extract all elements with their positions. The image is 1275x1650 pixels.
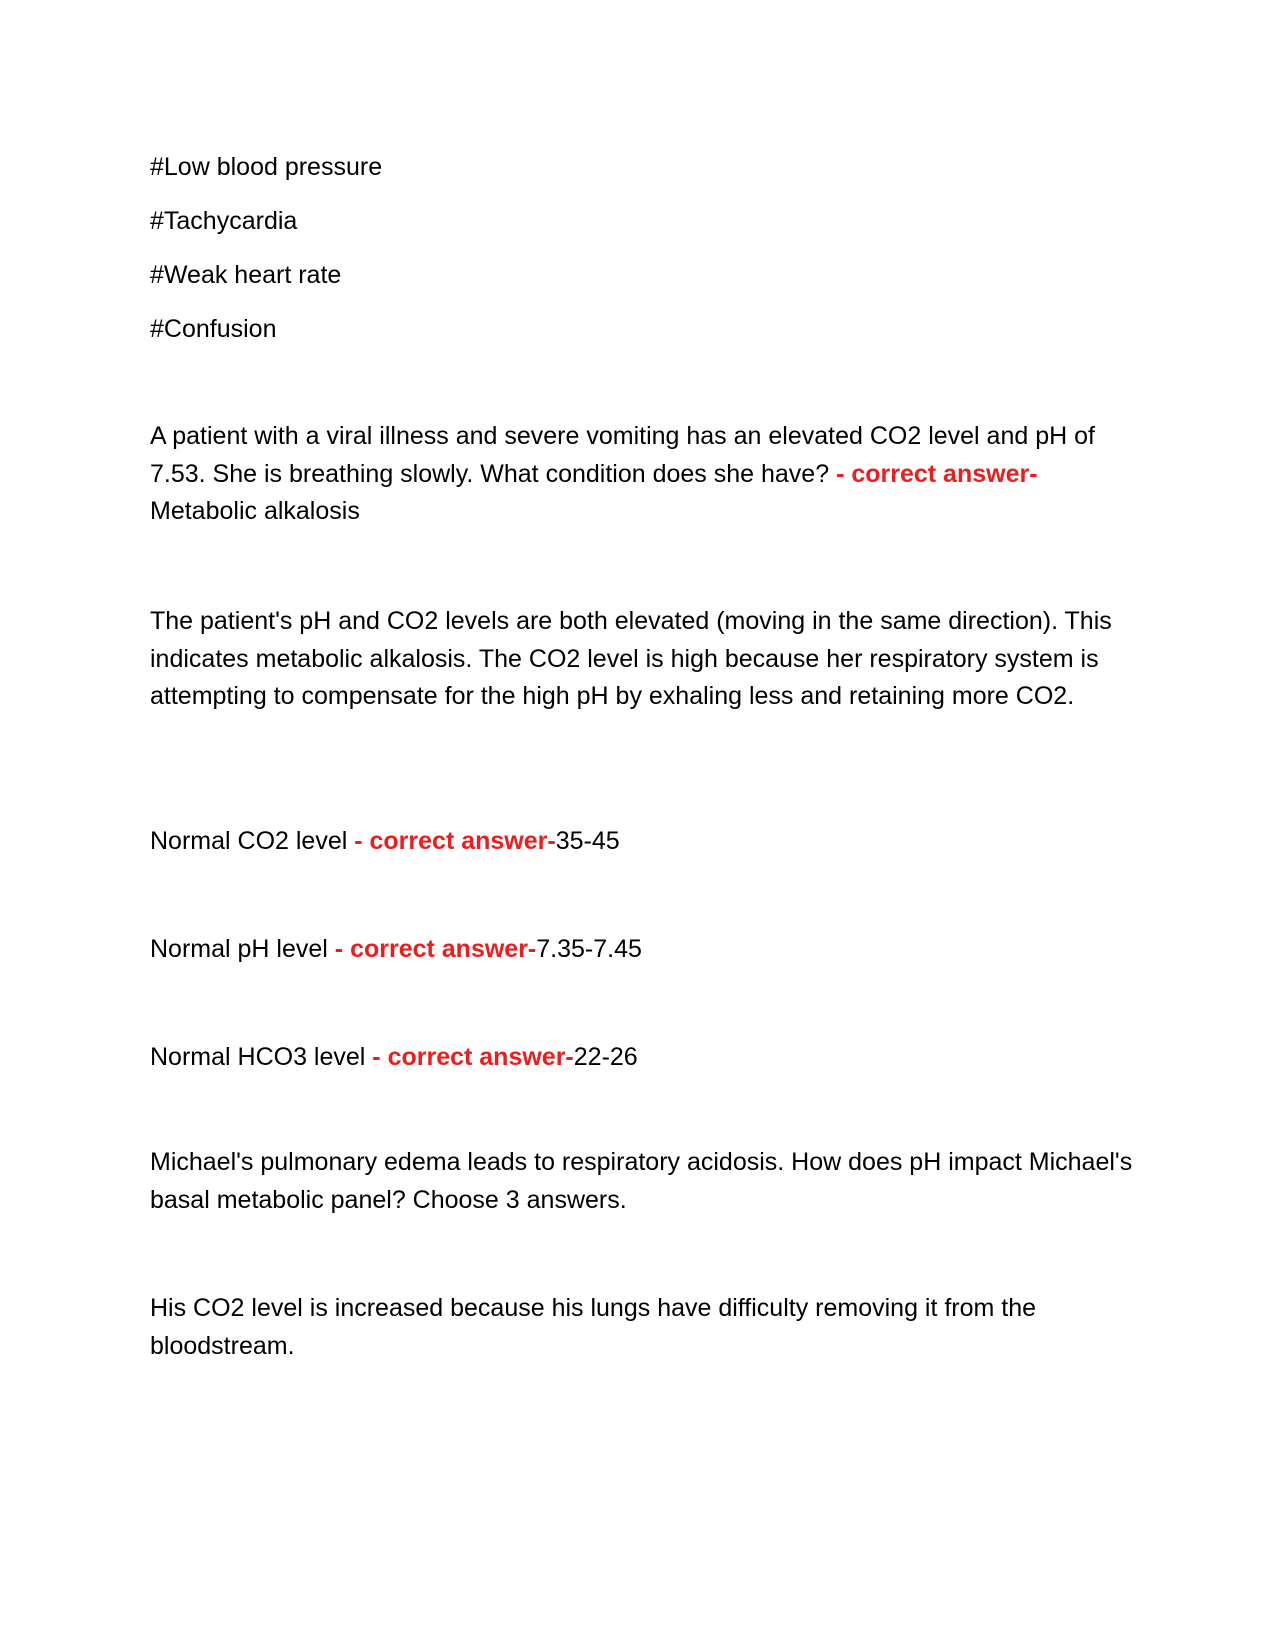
question-block <box>150 822 620 860</box>
question-text: Normal HCO3 level <box>150 1043 366 1071</box>
question-block <box>150 1038 638 1076</box>
answer-text: Metabolic alkalosis <box>150 497 360 526</box>
symptom-item: #Weak heart rate <box>150 261 342 289</box>
answer-text: 35-45 <box>555 827 620 855</box>
symptom-item: #Tachycardia <box>150 207 298 235</box>
answer-text: 22-26 <box>573 1043 638 1071</box>
question-text: Michael's pulmonary edema leads to respiratory acidosis. How does pH impact Michael's basal metabolic panel? Choose 3 answers. <box>150 1148 1133 1214</box>
correct-answer-tag: - correct answer- <box>334 935 537 963</box>
question-block <box>150 930 642 968</box>
question-block <box>150 418 1135 531</box>
explanation-paragraph: The patient's pH and CO2 levels are both elevated (moving in the same direction). This indicates metabolic alkalosis. The CO2 level is high because her respiratory system is attempting to compensate for the high pH by exhaling less and retaining more CO2. <box>150 607 1112 711</box>
question-text: Normal pH level <box>150 935 328 963</box>
question-text: Normal CO2 level <box>150 827 348 855</box>
answer-text: 7.35-7.45 <box>536 935 642 963</box>
question-text: A patient with a viral illness and severe vomiting has an elevated CO2 level and pH of 7.53. She is breathing slowly. What condition does she have? <box>150 422 1095 488</box>
correct-answer-tag: - correct answer- <box>354 827 556 855</box>
answer-option: His CO2 level is increased because his lungs have difficulty removing it from the bloodstream. <box>150 1294 1037 1360</box>
symptom-item: #Low blood pressure <box>150 153 383 181</box>
correct-answer-tag: - correct answer- <box>372 1043 574 1071</box>
symptom-item: #Confusion <box>150 315 277 343</box>
correct-answer-tag: - correct answer- <box>836 459 1038 488</box>
